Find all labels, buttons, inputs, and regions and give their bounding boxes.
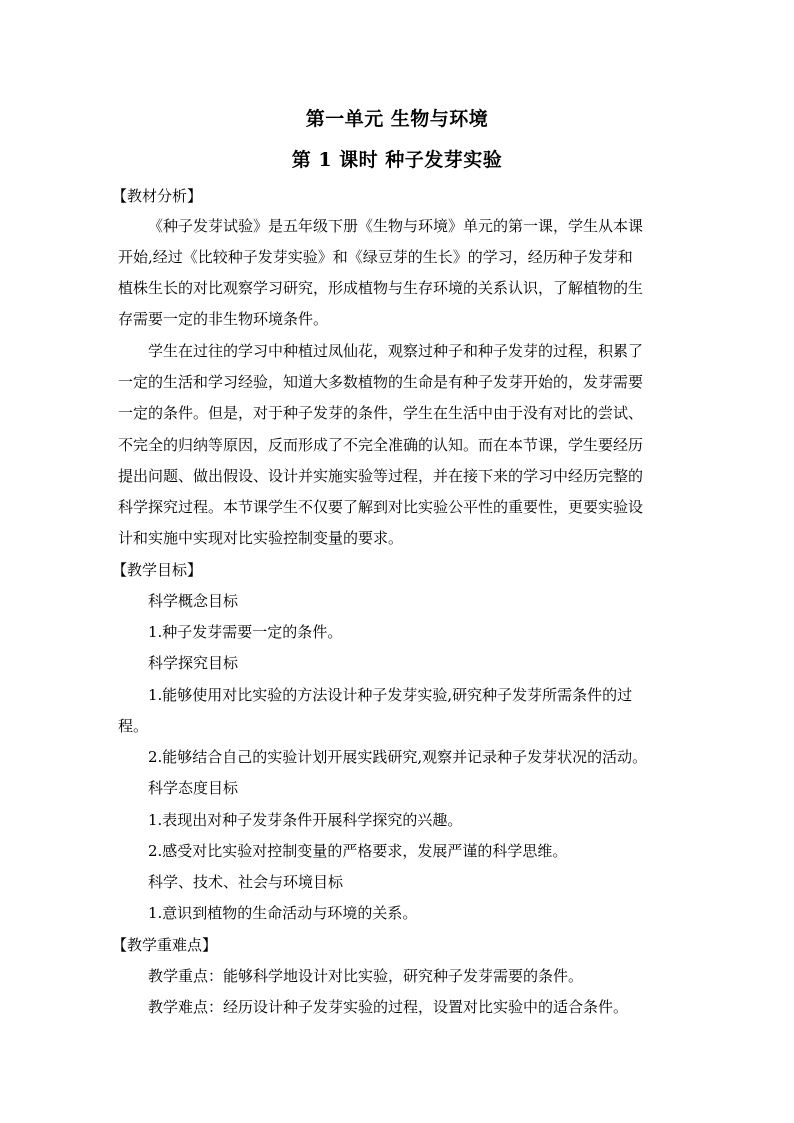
paragraph-line: 科学探究过程。本节课学生不仅要了解到对比实验公平性的重要性，更要实验设 <box>118 498 644 516</box>
paragraph-line: 一定的条件。但是，对于种子发芽的条件，学生在生活中由于没有对比的尝试、 <box>118 404 644 422</box>
paragraph-line: 不完全的归纳等原因，反而形成了不完全准确的认知。而在本节课，学生要经历 <box>118 436 644 454</box>
paragraph-line: 一定的生活和学习经验，知道大多数植物的生命是有种子发芽开始的，发芽需要 <box>118 373 644 391</box>
objective-item: 1.能够使用对比实验的方法设计种子发芽实验,研究种子发芽所需条件的过 <box>148 686 633 704</box>
subheading-concept: 科学概念目标 <box>148 592 239 610</box>
paragraph-line: 开始,经过《比较种子发芽实验》和《绿豆芽的生长》的学习，经历种子发芽和 <box>118 248 633 266</box>
objective-item-continued: 程。 <box>118 717 149 735</box>
paragraph-line: 计和实施中实现对比实验控制变量的要求。 <box>118 529 404 547</box>
subheading-sts: 科学、技术、社会与环境目标 <box>148 873 344 891</box>
paragraph-line: 学生在过往的学习中种植过凤仙花，观察过种子和种子发芽的过程，积累了 <box>148 342 644 360</box>
teaching-focus: 教学重点：能够科学地设计对比实验，研究种子发芽需要的条件。 <box>148 967 584 985</box>
objective-item: 2.感受对比实验对控制变量的严格要求，发展严谨的科学思维。 <box>148 842 568 860</box>
objective-item: 1.表现出对种子发芽条件开展科学探究的兴趣。 <box>148 811 463 829</box>
lesson-title: 第 1 课时 种子发芽实验 <box>291 149 503 171</box>
objective-item: 1.意识到植物的生命活动与环境的关系。 <box>148 904 418 922</box>
teaching-difficulty: 教学难点：经历设计种子发芽实验的过程，设置对比实验中的适合条件。 <box>148 998 629 1016</box>
objective-item: 2.能够结合自己的实验计划开展实践研究,观察并记录种子发芽状况的活动。 <box>148 748 648 766</box>
paragraph-line: 植株生长的对比观察学习研究，形成植物与生存环境的关系认识，了解植物的生 <box>118 279 644 297</box>
unit-title: 第一单元 生物与环境 <box>305 108 489 130</box>
paragraph-line: 提出问题、做出假设、设计并实施实验等过程，并在接下来的学习中经历完整的 <box>118 467 644 485</box>
paragraph-line: 存需要一定的非生物环境条件。 <box>118 310 329 328</box>
section-heading-key-points: 【教学重难点】 <box>112 936 218 954</box>
section-heading-objectives: 【教学目标】 <box>112 561 203 579</box>
subheading-attitude: 科学态度目标 <box>148 779 239 797</box>
paragraph-line: 《种子发芽试验》是五年级下册《生物与环境》单元的第一课，学生从本课 <box>148 217 644 235</box>
section-heading-analysis: 【教材分析】 <box>112 187 203 205</box>
objective-item: 1.种子发芽需要一定的条件。 <box>148 623 343 641</box>
subheading-inquiry: 科学探究目标 <box>148 654 239 672</box>
